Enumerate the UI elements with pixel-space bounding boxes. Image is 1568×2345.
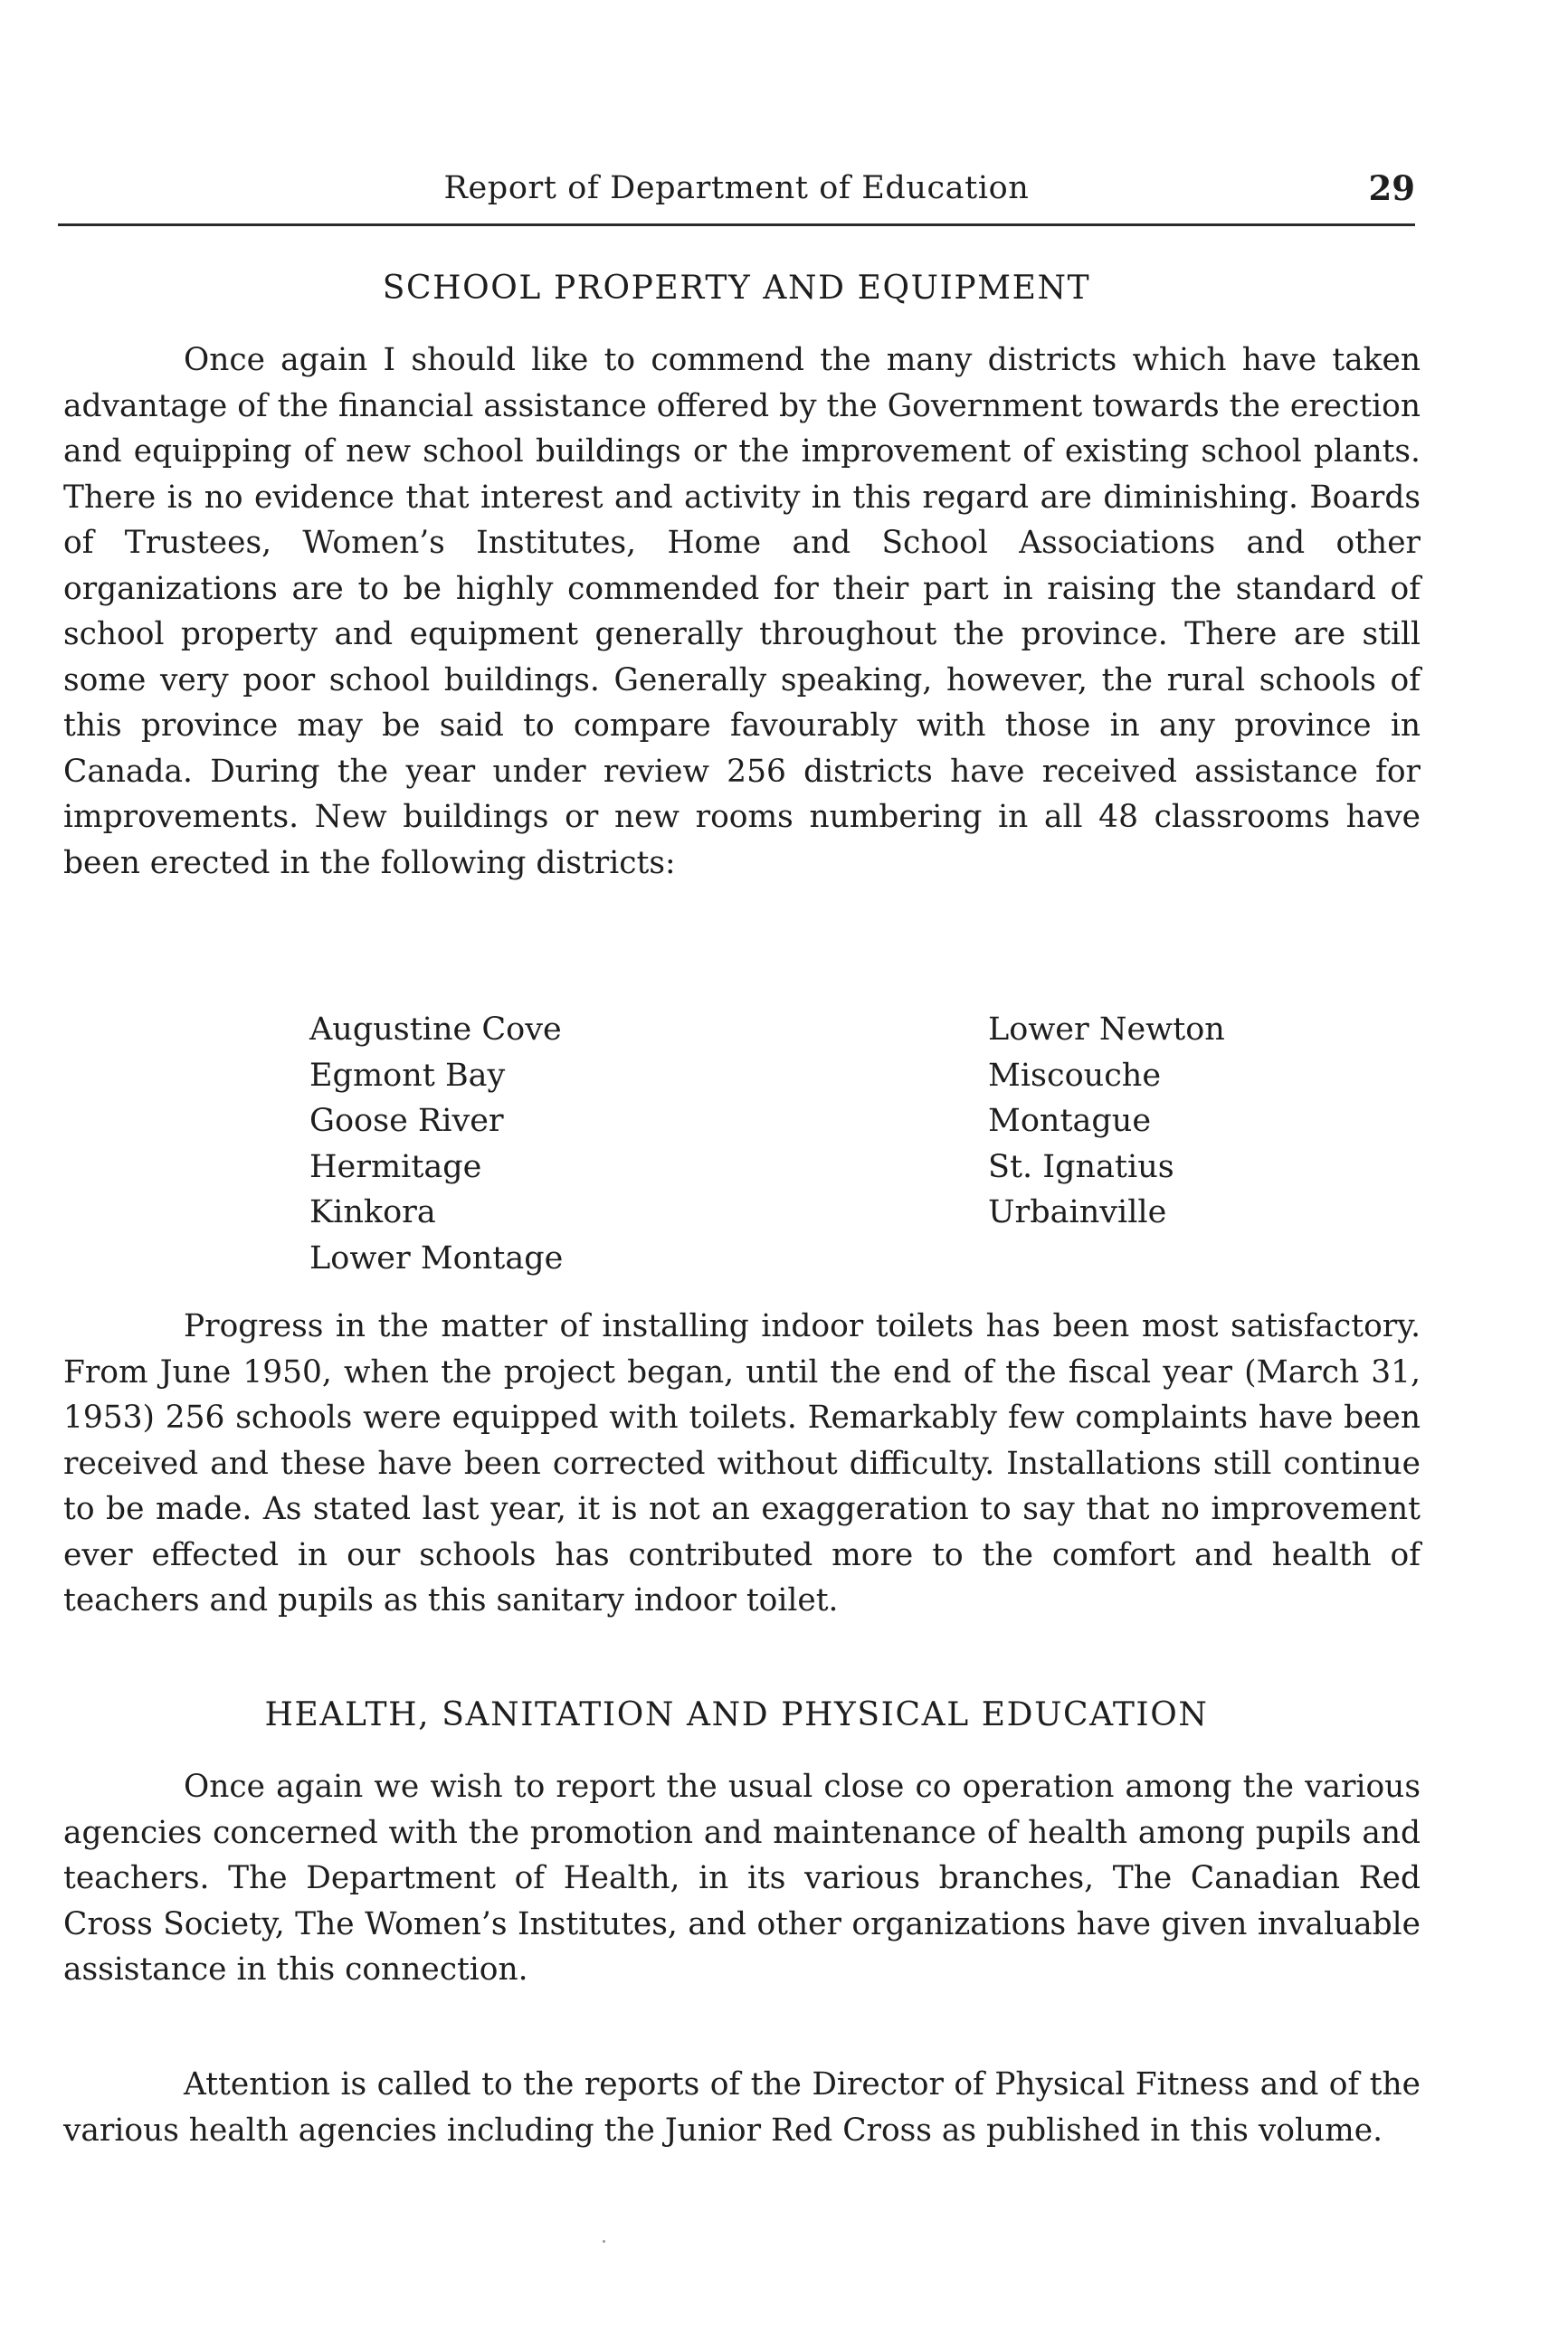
district-list-right	[988, 1007, 1225, 1236]
paragraph-school-property-intro: Once again I should like to commend the many districts which have taken advantage of the financial assistance offered by the Government towards the erection and equipping of new school buildings or the improvement of existing school plants. There is no evidence that interest and activity in this regard are diminishing. Boards of Trustees, Women’s Institutes, Home and School Associations and other organizations are to be highly commended for their part in raising the standard of school property and equipment generally throughout the province. There are still some very poor school buildings. Generally speaking, however, the rural schools of this province may be said to compare favourably with those in any province in Canada. During the year under review 256 districts have received assistance for improvements. New buildings or new rooms numbering in all 48 classrooms have been erected in the following districts:	[63, 342, 1421, 881]
district-item: Kinkora	[309, 1194, 436, 1230]
district-item: Goose River	[309, 1103, 504, 1139]
section-heading-health: HEALTH, SANITATION AND PHYSICAL EDUCATION	[264, 1696, 1209, 1733]
section-heading-school-property: SCHOOL PROPERTY AND EQUIPMENT	[382, 270, 1091, 307]
district-item: Augustine Cove	[309, 1011, 562, 1048]
district-item: Lower Newton	[988, 1011, 1225, 1048]
district-item: Miscouche	[988, 1057, 1162, 1094]
paragraph-attention-reports: Attention is called to the reports of the Director of Physical Fitness and of the various health agencies including the Junior Red Cross as published in this volume.	[63, 2066, 1421, 2149]
paragraph-indoor-toilets: Progress in the matter of installing indoor toilets has been most satisfactory. From June 1950, when the project began, until the end of the fiscal year (March 31, 1953) 256 schools were equipped with toilets. Remarkably few complaints have been received and these have been corrected without difficulty. Installations still continue to be made. As stated last year, it is not an exaggeration to say that no improvement ever effected in our schools has contributed more to the comfort and health of teachers and pupils as this sanitary indoor toilet.	[63, 1308, 1421, 1619]
paragraph-health-cooperation: Once again we wish to report the usual close co operation among the various agencies concerned with the promotion and maintenance of health among pupils and teachers. The Department of Health, in its various branches, The Canadian Red Cross Society, The Women’s Institutes, and other organizations have given invaluable assistance in this connection.	[63, 1769, 1421, 1988]
running-title: Report of Department of Education	[443, 170, 1030, 206]
page-number: 29	[1368, 168, 1415, 208]
header-rule	[58, 223, 1415, 226]
print-speck	[603, 2240, 605, 2243]
district-item: Lower Montage	[309, 1239, 564, 1277]
district-item: Egmont Bay	[309, 1057, 506, 1094]
district-item: Urbainville	[988, 1194, 1167, 1230]
district-item: Hermitage	[309, 1148, 482, 1185]
district-item: Montague	[988, 1103, 1152, 1139]
district-list-left	[309, 1007, 563, 1281]
running-header	[58, 163, 1415, 214]
district-item: St. Ignatius	[988, 1148, 1174, 1185]
